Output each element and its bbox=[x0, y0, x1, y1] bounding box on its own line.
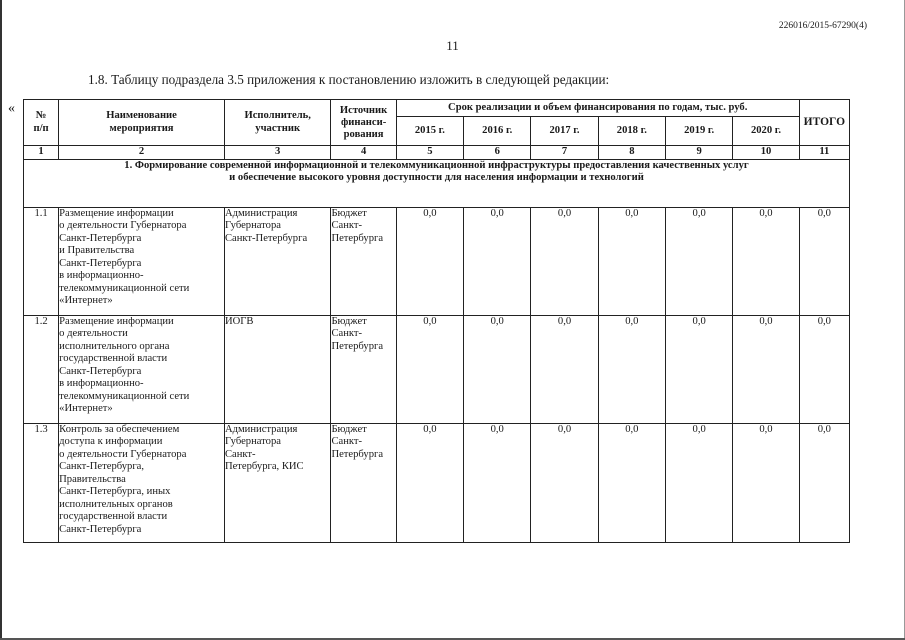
row-value-2020: 0,0 bbox=[733, 423, 799, 542]
table-row bbox=[24, 207, 850, 315]
program-table bbox=[23, 99, 850, 543]
header-year-2016: 2016 г. bbox=[464, 117, 531, 146]
column-number: 9 bbox=[666, 146, 733, 160]
column-number: 1 bbox=[24, 146, 59, 160]
row-value-2016: 0,0 bbox=[464, 315, 531, 423]
row-value-2016: 0,0 bbox=[464, 423, 531, 542]
row-value-2017: 0,0 bbox=[531, 207, 598, 315]
header-year-2019: 2019 г. bbox=[666, 117, 733, 146]
row-value-2019: 0,0 bbox=[666, 315, 733, 423]
header-executor: Исполнитель, участник bbox=[224, 100, 331, 146]
column-number: 4 bbox=[331, 146, 396, 160]
row-index: 1.3 bbox=[24, 423, 59, 542]
header-year-2015: 2015 г. bbox=[396, 117, 463, 146]
row-value-2016: 0,0 bbox=[464, 207, 531, 315]
section-title: 1. Формирование современной информационной и телекоммуникационной инфраструктуры предоставления качественных услуг и обеспечение высокого уровня доступности для населения информации и технологий bbox=[24, 159, 850, 207]
column-number: 7 bbox=[531, 146, 598, 160]
header-period: Срок реализации и объем финансирования по годам, тыс. руб. bbox=[396, 100, 799, 117]
row-value-2015: 0,0 bbox=[396, 423, 463, 542]
row-executor: Администрация Губернатора Санкт- Петербурга, КИС bbox=[224, 423, 331, 542]
table-row bbox=[24, 423, 850, 542]
column-number: 8 bbox=[598, 146, 665, 160]
page-border-left bbox=[0, 0, 2, 640]
column-number: 3 bbox=[224, 146, 331, 160]
row-value-2017: 0,0 bbox=[531, 315, 598, 423]
header-name: Наименование мероприятия bbox=[59, 100, 225, 146]
row-executor: ИОГВ bbox=[224, 315, 331, 423]
row-name: Контроль за обеспечением доступа к информации о деятельности Губернатора Санкт-Петербурга, Правительства Санкт-Петербурга, иных исполнительных органов государственной власти Санкт-Петербурга bbox=[59, 423, 225, 542]
row-value-2019: 0,0 bbox=[666, 207, 733, 315]
row-name: Размещение информации о деятельности исполнительного органа государственной власти Санкт-Петербурга в информационно- телекоммуникационной сети «Интернет» bbox=[59, 315, 225, 423]
page-number: 11 bbox=[446, 38, 459, 53]
row-value-2020: 0,0 bbox=[733, 315, 799, 423]
column-number: 11 bbox=[799, 146, 849, 160]
header-year-2020: 2020 г. bbox=[733, 117, 799, 146]
row-total: 0,0 bbox=[799, 207, 849, 315]
row-value-2017: 0,0 bbox=[531, 423, 598, 542]
row-value-2015: 0,0 bbox=[396, 315, 463, 423]
row-value-2018: 0,0 bbox=[598, 207, 665, 315]
header-source: Источник финанси- рования bbox=[331, 100, 396, 146]
column-number: 2 bbox=[59, 146, 225, 160]
row-source: Бюджет Санкт- Петербурга bbox=[331, 423, 396, 542]
row-value-2018: 0,0 bbox=[598, 423, 665, 542]
column-number: 6 bbox=[464, 146, 531, 160]
row-total: 0,0 bbox=[799, 315, 849, 423]
column-number: 10 bbox=[733, 146, 799, 160]
row-total: 0,0 bbox=[799, 423, 849, 542]
header-year-2018: 2018 г. bbox=[598, 117, 665, 146]
document-id: 226016/2015-67290(4) bbox=[778, 21, 867, 31]
row-name: Размещение информации о деятельности Губернатора Санкт-Петербурга и Правительства Санкт-Петербурга в информационно- телекоммуникационной сети «Интернет» bbox=[59, 207, 225, 315]
header-num: № п/п bbox=[24, 100, 59, 146]
header-year-2017: 2017 г. bbox=[531, 117, 598, 146]
opening-quote: « bbox=[8, 101, 15, 116]
row-value-2015: 0,0 bbox=[396, 207, 463, 315]
row-index: 1.2 bbox=[24, 315, 59, 423]
table-row bbox=[24, 315, 850, 423]
row-source: Бюджет Санкт- Петербурга bbox=[331, 207, 396, 315]
intro-text: 1.8. Таблицу подраздела 3.5 приложения к постановлению изложить в следующей редакции: bbox=[88, 72, 610, 87]
row-source: Бюджет Санкт- Петербурга bbox=[331, 315, 396, 423]
row-value-2020: 0,0 bbox=[733, 207, 799, 315]
row-executor: Администрация Губернатора Санкт-Петербурга bbox=[224, 207, 331, 315]
row-index: 1.1 bbox=[24, 207, 59, 315]
header-total: ИТОГО bbox=[799, 100, 849, 146]
row-value-2019: 0,0 bbox=[666, 423, 733, 542]
column-number: 5 bbox=[396, 146, 463, 160]
row-value-2018: 0,0 bbox=[598, 315, 665, 423]
